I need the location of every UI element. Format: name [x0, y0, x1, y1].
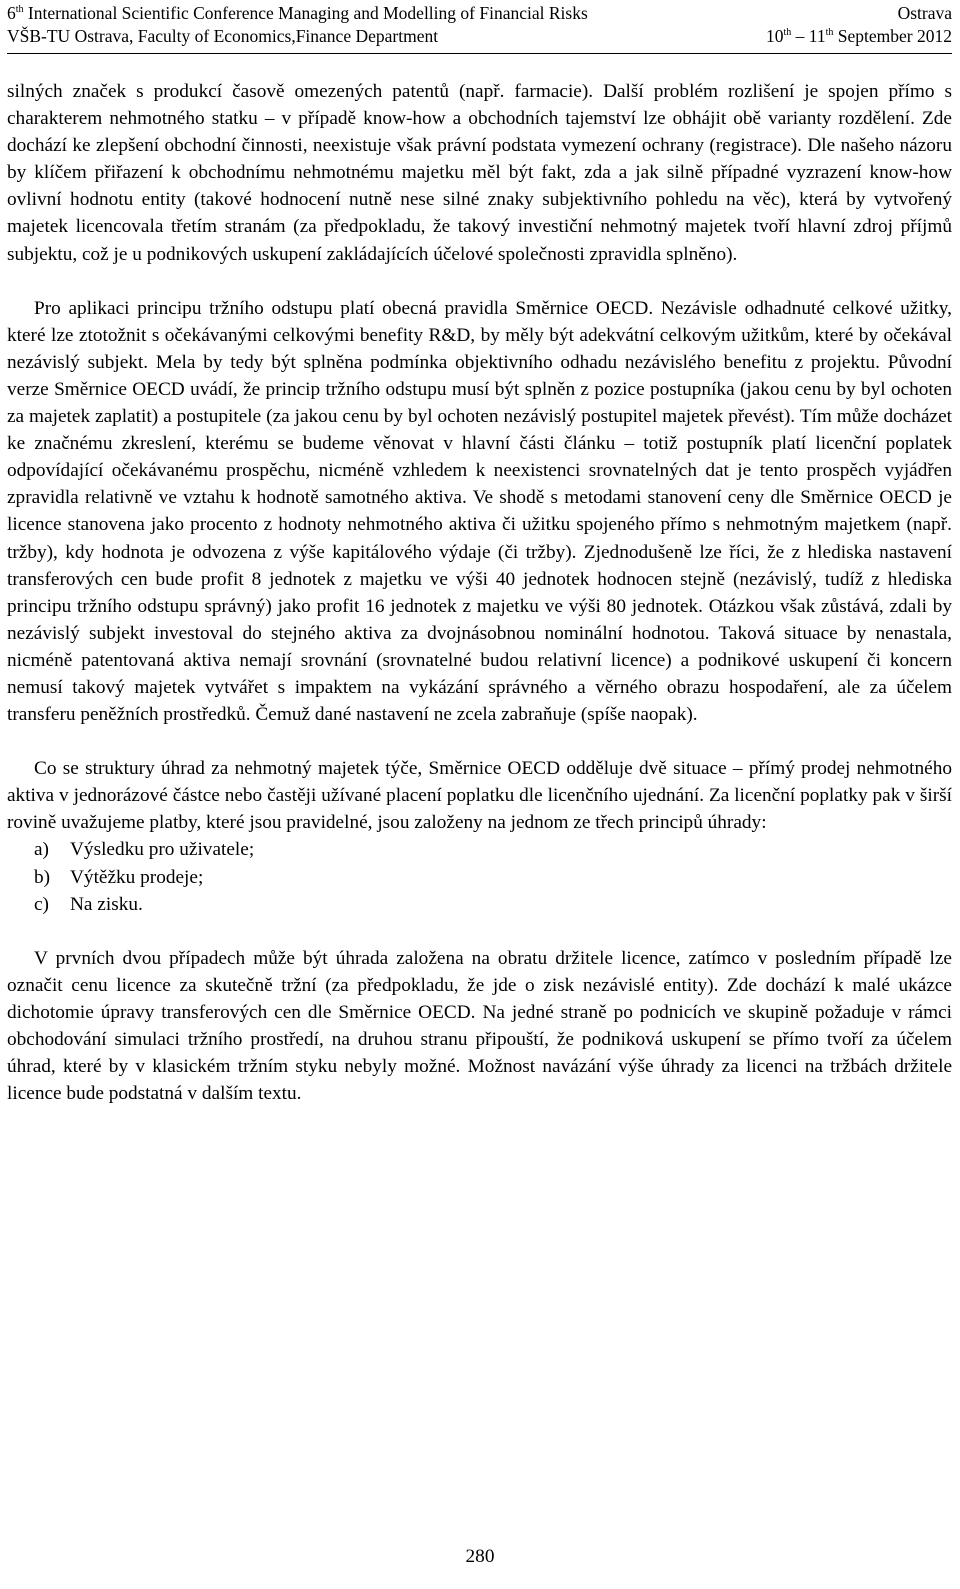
conference-city: Ostrava	[897, 3, 952, 23]
list-marker: b)	[34, 866, 51, 888]
list-marker: a)	[34, 839, 49, 861]
conference-date: 10th – 11th September 2012	[765, 26, 952, 46]
paragraph-2: Pro aplikaci principu tržního odstupu platí obecná pravidla Směrnice OECD. Nezávisle odhadnuté celkové užitky, které lze ztotožnit s očekávanými celkovými benefity R&D, by měly být adekvátní celkovým užitkům, které by očekával nezávislý subjekt. Mela by tedy být splněna podmínka objektivního odhadu nezávislého benefitu z projektu. Původní verze Směrnice OECD uvádí, že princip tržního odstupu musí být splněn z pozice postupníka (jakou cenu by byl ochoten za majetek zaplatit) a postupitele (za jakou cenu by byl ochoten nezávislý postupitel majetek převést). Tím může docházet ke značnému zkreslení, kterému se budeme věnovat v hlavní části článku – totiž postupník platí licenční poplatek odpovídající očekávanému prospěchu, nicméně vzhledem k neexistenci srovnatelných dat je tento prospěch vyjádřen zpravidla relativně ve vztahu k hodnotě samotného aktiva. Ve shodě s metodami stanovení ceny dle Směrnice OECD je licence stanovena jako procento z hodnoty nehmotného aktiva či užitku spojeného přímo s nehmotným majetkem (např. tržby), kdy hodnota je odvozena z výše kapitálového výdaje (či tržby). Zjednodušeně lze říci, že z hlediska nastavení transferových cen bude profit 8 jednotek z majetku ve výši 40 jednotek hodnocen stejně (nezávislý, tudíž z hlediska principu tržního odstupu správný) jako profit 16 jednotek z majetku ve výši 80 jednotek. Otázkou však zůstává, zdali by nezávislý subjekt investoval do stejného aktiva za dvojnásobnou nominální hodnotou. Taková situace by nenastala, nicméně patentovaná aktiva nemají srovnání (srovnatelné budou relativní licence) a podnikové uskupení či koncern nemusí takový majetek vytvářet s impaktem na vykázání správného a věrného obrazu hospodaření, ale za účelem transferu peněžních prostředků. Čemuž dané nastavení ne zcela zabraňuje (spíše naopak).	[7, 297, 952, 726]
list-item	[7, 836, 952, 863]
list-item	[7, 891, 952, 918]
paragraph-1: silných značek s produkcí časově omezených patentů (např. farmacie). Další problém rozlišení je spojen přímo s charakterem nehmotného statku – v případě know-how a obchodních tajemství lze obhájit obě varianty rozdělení. Zde dochází ke zlepšení obchodní činnosti, neexistuje však právní podstata vymezení ochrany (registrace). Dle našeho názoru by klíčem přiřazení k obchodnímu nehmotnému majetku měl být fakt, zda a jak silně případné vyzrazení know-how ovlivní hodnotu entity (takové hodnocení nutně nese silné znaky subjektivního pohledu na věc), která by vytvořený majetek licencovala třetím stranám (za předpokladu, že takový investiční nehmotný majetek tvoří hlavní zdroj příjmů subjektu, což je u podnikových uskupení zakládajících účelové společnosti zpravidla splněno).	[7, 81, 952, 265]
body-text	[7, 78, 952, 1107]
header-row-conference	[7, 2, 952, 25]
conference-title: 6th International Scientific Conference Managing and Modelling of Financial Risks	[7, 3, 588, 23]
institution-name: VŠB-TU Ostrava, Faculty of Economics,Finance Department	[7, 26, 439, 46]
payment-principles-list	[7, 836, 952, 917]
page-number: 280	[465, 1546, 495, 1567]
list-item-text: Výtěžku prodeje;	[70, 866, 204, 888]
header-divider	[7, 53, 952, 54]
page-header	[7, 2, 952, 48]
list-marker: c)	[34, 893, 49, 915]
header-row-institution	[7, 25, 952, 48]
list-item-text: Výsledku pro uživatele;	[70, 839, 255, 861]
list-item	[7, 864, 952, 891]
paragraph-3: Co se struktury úhrad za nehmotný majetek týče, Směrnice OECD odděluje dvě situace – přímý prodej nehmotného aktiva v jednorázové částce nebo častěji užívané placení poplatku dle licenčního ujednání. Za licenční poplatky pak v širší rovině uvažujeme platby, které jsou pravidelné, jsou založeny na jednom ze třech principů úhrady:	[7, 758, 952, 834]
list-item-text: Na zisku.	[70, 893, 143, 915]
paragraph-4: V prvních dvou případech může být úhrada založena na obratu držitele licence, zatímco v posledním případě lze označit cenu licence za skutečně tržní (za předpokladu, že jde o zisk nezávislé entity). Zde dochází k malé ukázce dichotomie úpravy transferových cen dle Směrnice OECD. Na jedné straně po podnicích ve skupině požaduje v rámci obchodování simulaci tržního prostředí, na druhou stranu připouští, že podniková uskupení se přímo tvoří za účelem úhrad, které by v klasickém tržním styku nebyly možné. Možnost navázání výše úhrady za licenci na tržbách držitele licence bude podstatná v dalším textu.	[7, 947, 952, 1105]
